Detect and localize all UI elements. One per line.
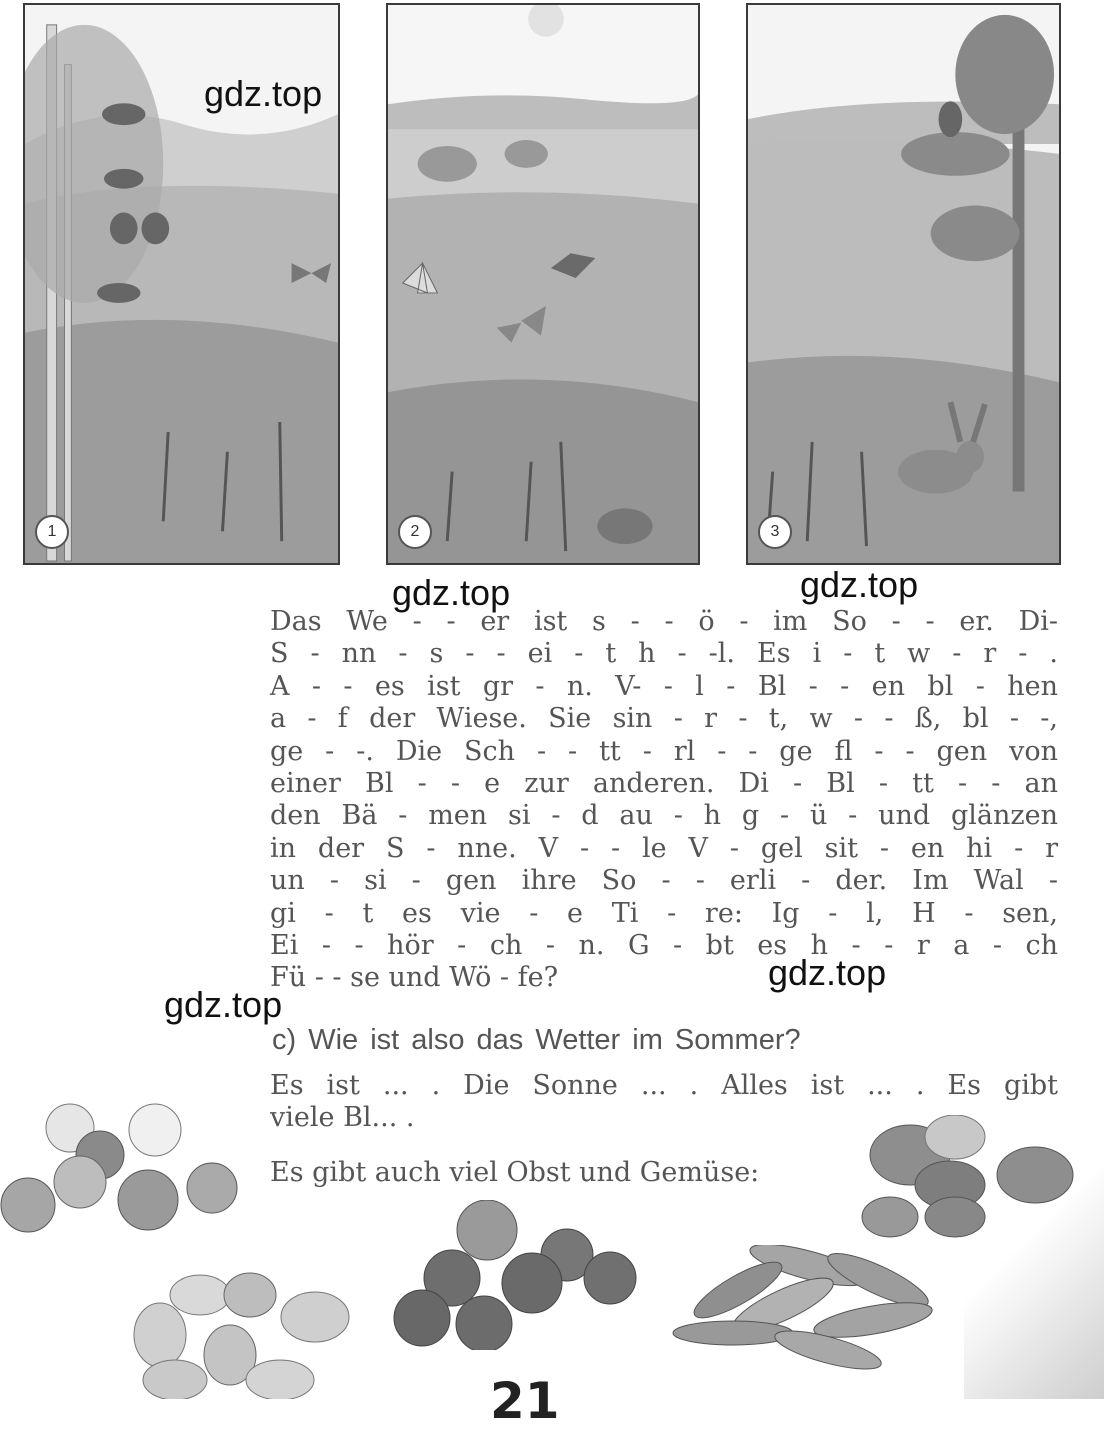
gap-text-line: gi - t es vie - e Ti - re: Ig - l, H - sen, — [270, 897, 1058, 929]
gap-text-line: A - - es ist gr - n. V- - l - Bl - - en bl - hen — [270, 670, 1058, 702]
illustration-number-badge: 2 — [398, 515, 432, 549]
gap-text-paragraph — [270, 606, 1058, 995]
fruits-sentence: Es gibt auch viel Obst und Gemüse: — [270, 1157, 760, 1188]
gap-text-line: a - f der Wiese. Sie sin - r - t, w - - ß, bl - -, — [270, 703, 1058, 735]
hare-scene — [748, 5, 1059, 563]
gap-text-line: Fü - - se und Wö - fe? — [270, 962, 559, 994]
gap-text-line: einer Bl - - e zur anderen. Di - Bl - tt - - an — [270, 767, 1058, 799]
onions-image — [0, 1100, 250, 1240]
watermark: gdz.top — [392, 572, 511, 613]
gap-text-line: den Bä - men si - d au - h g - ü - und glänzen — [270, 800, 1058, 832]
tomatoes-image — [392, 1200, 642, 1350]
page-number: 21 — [490, 1372, 560, 1430]
answer-line: viele Bl... . — [270, 1102, 415, 1133]
watermark: gdz.top — [768, 952, 887, 993]
pears-drawing — [130, 1255, 360, 1399]
watermark: gdz.top — [800, 564, 919, 605]
watermark: gdz.top — [204, 73, 323, 114]
page-curl-shadow — [964, 1139, 1104, 1399]
illustration-butterflies — [386, 3, 700, 565]
pears-image — [130, 1255, 360, 1399]
watermark: gdz.top — [164, 984, 283, 1025]
exercise-question: c) Wie ist also das Wetter im Sommer? — [272, 1024, 801, 1056]
gap-text-line: in der S - nne. V - - le V - gel sit - en hi - r — [270, 832, 1058, 864]
illustration-number-badge: 1 — [35, 515, 69, 549]
tomatoes-drawing — [392, 1200, 642, 1350]
onions-drawing — [0, 1100, 250, 1240]
illustration-hare — [746, 3, 1061, 565]
gap-text-line: ge - -. Die Sch - - tt - rl - - ge fl - - gen von — [270, 735, 1058, 767]
gap-text-line: un - si - gen ihre So - - erli - der. Im Wal - — [270, 865, 1058, 897]
gap-text-line: Das We - - er ist s - - ö - im So - - er. Di- — [270, 606, 1058, 637]
gap-text-line: Ei - - hör - ch - n. G - bt es h - - r a - ch — [270, 929, 1058, 961]
cucumbers-image — [668, 1245, 948, 1385]
gap-text-line: S - nn - s - - ei - t h - -l. Es i - t w - r - . — [270, 638, 1058, 670]
cucumbers-drawing — [668, 1245, 948, 1385]
answer-line: Es ist ... . Die Sonne ... . Alles ist ... . Es gibt — [270, 1070, 1058, 1101]
butterflies-scene — [388, 5, 698, 563]
illustration-number-badge: 3 — [758, 515, 792, 549]
